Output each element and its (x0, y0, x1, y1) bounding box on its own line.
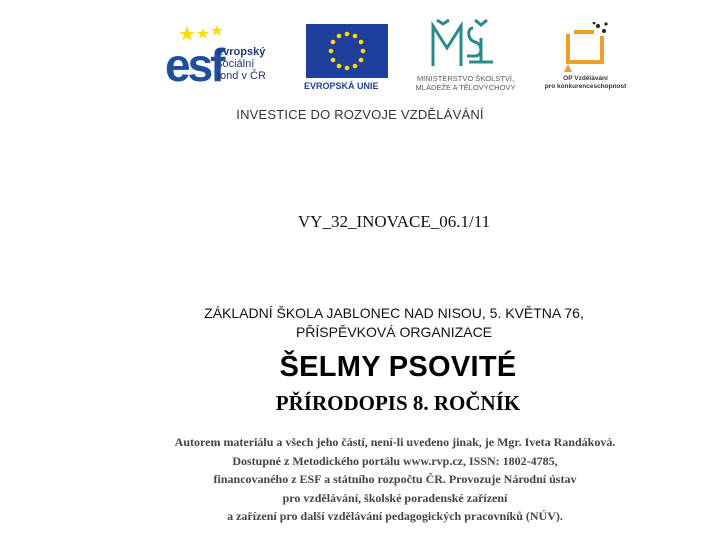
esf-line3: fond v ČR (217, 70, 266, 82)
eu-label: EVROPSKÁ UNIE (304, 81, 379, 91)
esf-text (217, 46, 266, 82)
credits-line: pro vzdělávání, školské poradenské zařízení (282, 490, 508, 505)
msmt-mark-icon (429, 18, 503, 72)
eu-flag-icon (306, 24, 388, 78)
msmt-line2: MLÁDEŽE A TĚLOVÝCHOVY (415, 83, 516, 92)
msmt-line1: MINISTERSTVO ŠKOLSTVÍ, (416, 74, 515, 83)
op-mark-icon (558, 22, 614, 74)
msmt-logo (393, 18, 538, 100)
op-text (538, 75, 633, 91)
msmt-text (393, 74, 538, 92)
credits-line: Dostupné z Metodického portálu www.rvp.cz, ISSN: 1802-4785, (232, 453, 558, 468)
material-code: VY_32_INOVACE_06.1/11 (297, 212, 491, 231)
investice-tagline: INVESTICE DO ROZVOJE VZDĚLÁVÁNÍ (236, 107, 484, 122)
school-line2: PŘÍSPĚVKOVÁ ORGANIZACE (295, 324, 493, 340)
school-name (0, 304, 720, 342)
op-logo (538, 22, 633, 102)
logo-bar (163, 18, 633, 103)
esf-letters: esf (165, 39, 223, 91)
page-title: ŠELMY PSOVITÉ (279, 351, 517, 383)
eu-logo (306, 24, 388, 96)
school-line1: ZÁKLADNÍ ŠKOLA JABLONEC NAD NISOU, 5. KVĚTNA 76, (204, 305, 584, 321)
op-line1: OP Vzdělávání (563, 75, 608, 82)
credits (0, 433, 720, 526)
page-subtitle: PŘÍRODOPIS 8. ROČNÍK (275, 391, 521, 415)
op-line2: pro konkurenceschopnost (544, 83, 627, 90)
esf-line2: sociální (217, 58, 255, 70)
credits-line: Autorem materiálu a všech jeho částí, není-li uvedeno jinak, je Mgr. Iveta Randáková. (174, 435, 616, 449)
credits-line: a zařízení pro další vzdělávání pedagogických pracovníků (NÚV). (227, 509, 563, 523)
esf-logo (163, 24, 303, 94)
credits-line: financovaného z ESF a státního rozpočtu ČR. Provozuje Národní ústav (213, 472, 577, 486)
esf-line1: evropský (217, 46, 266, 58)
